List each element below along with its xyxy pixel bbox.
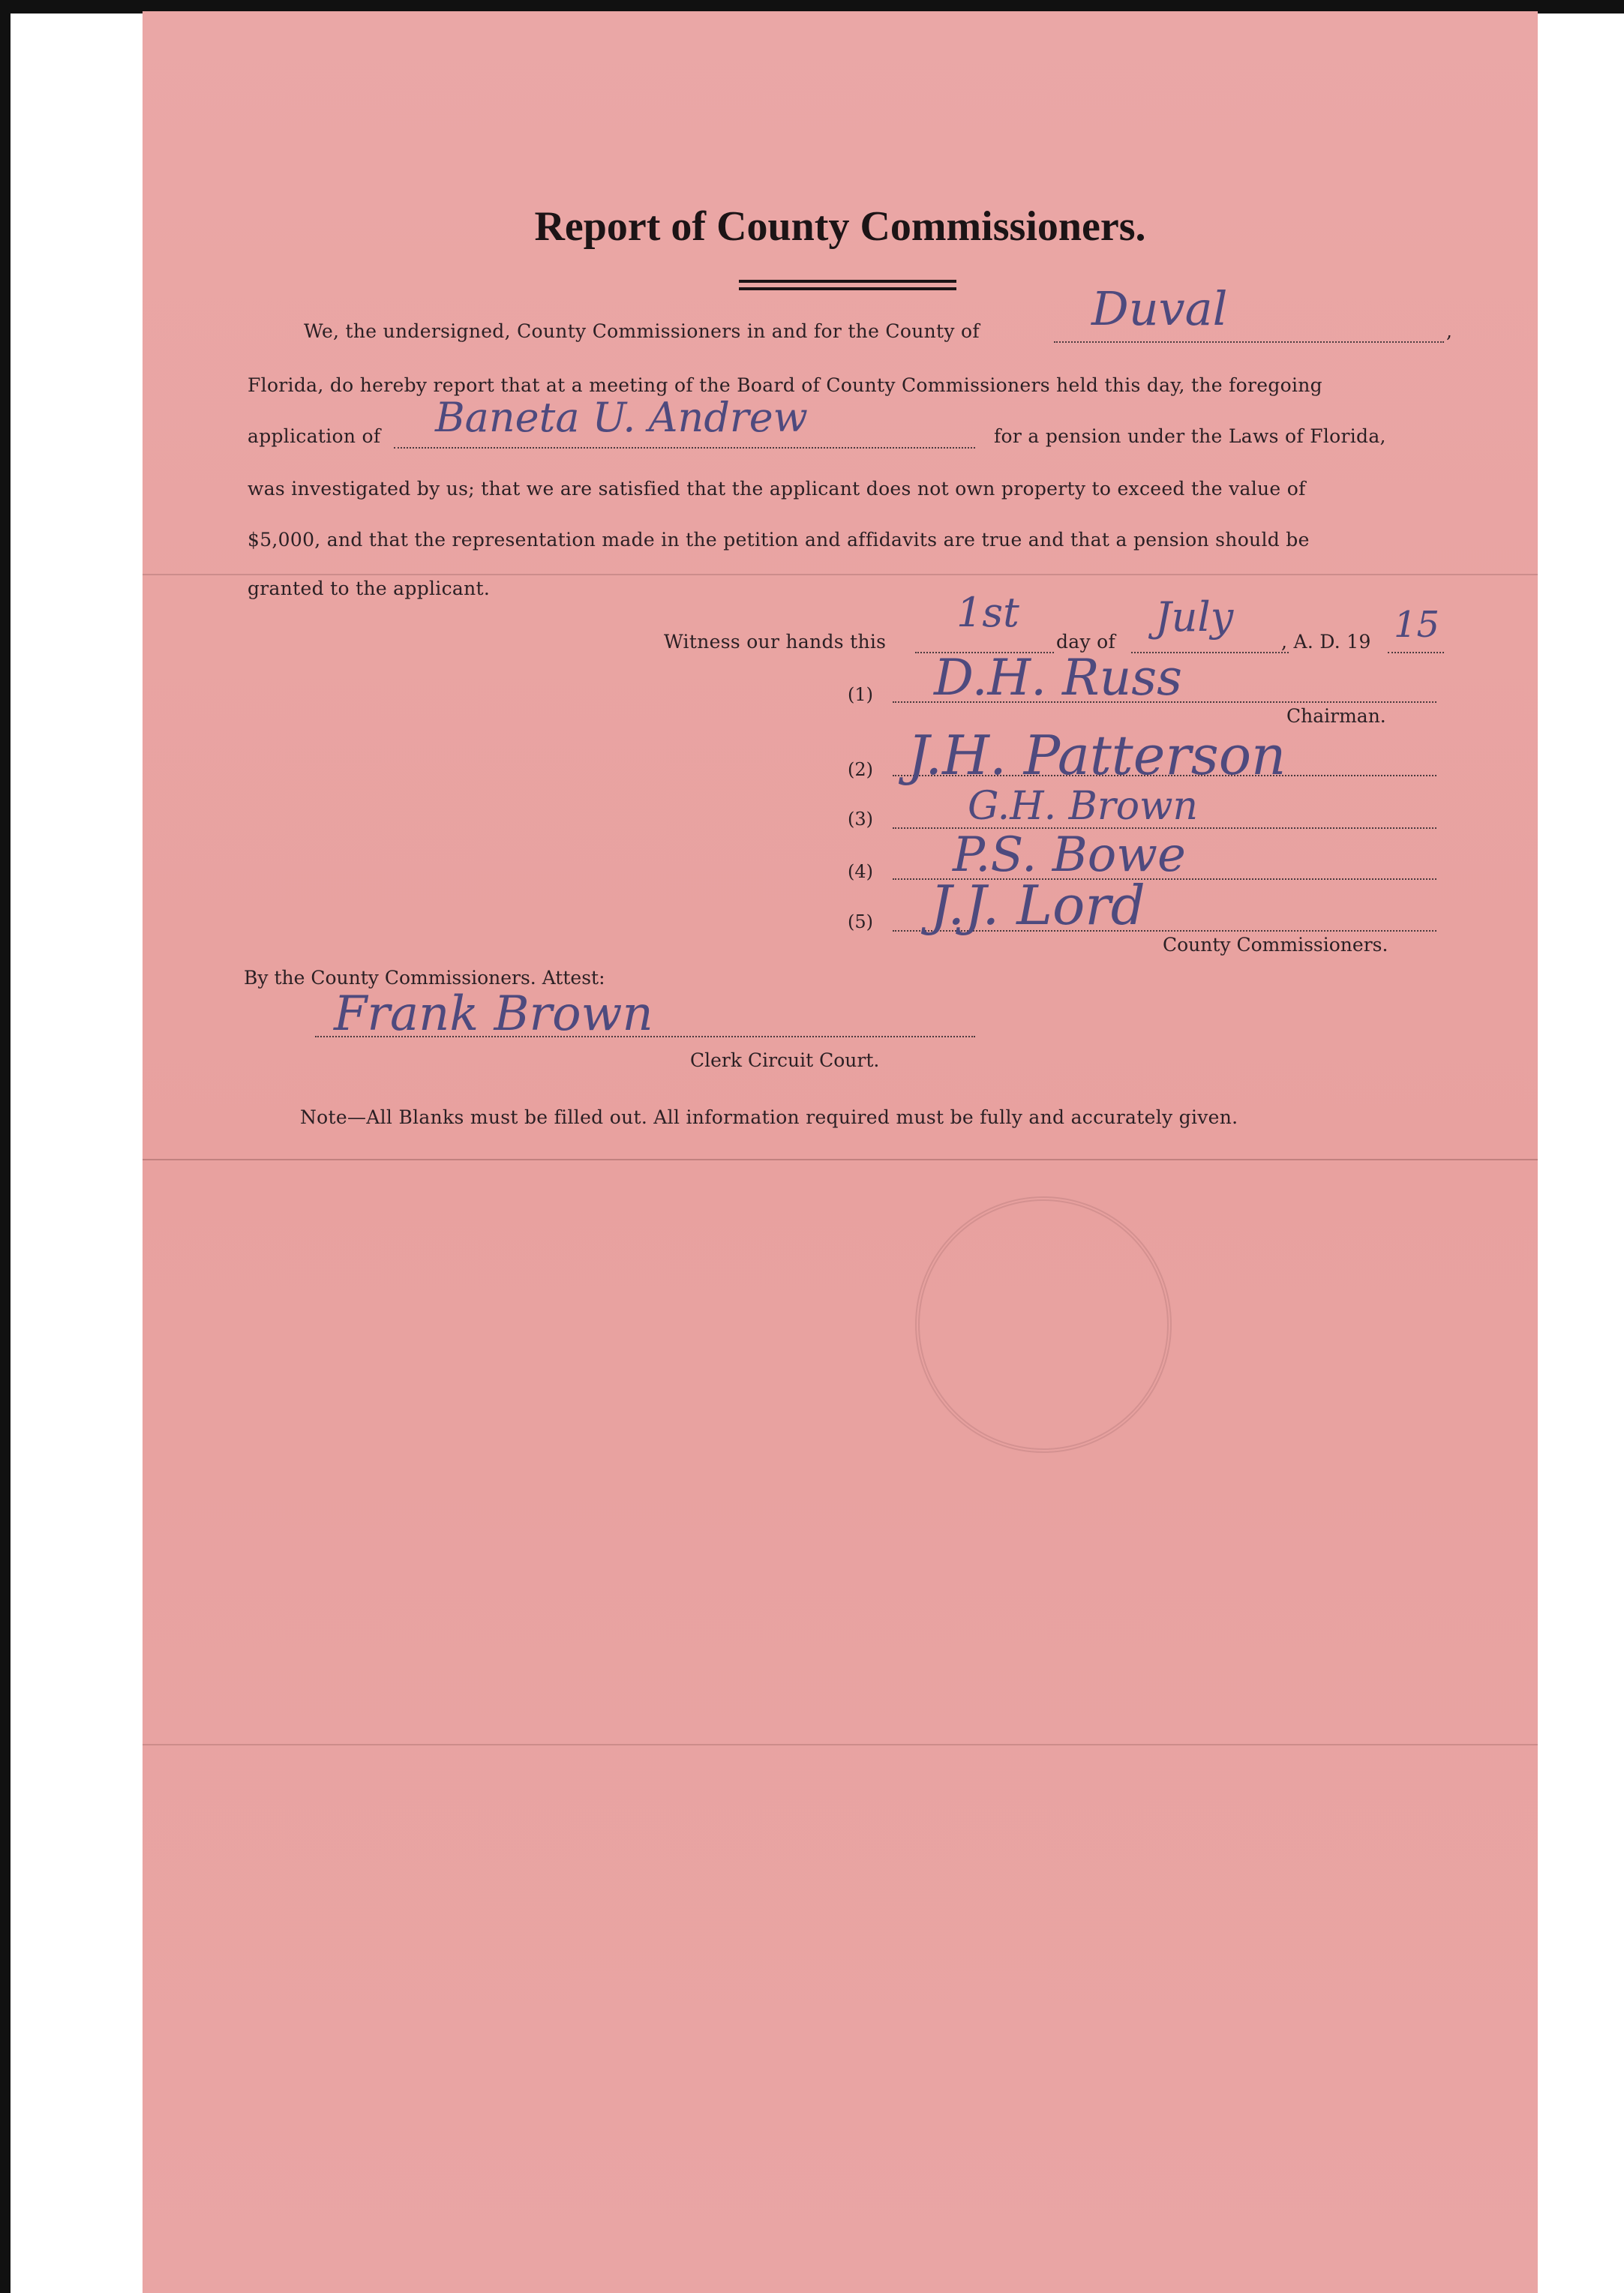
year-handwritten: 15 [1394,604,1440,646]
day-handwritten: 1st [956,589,1019,636]
applicant-handwritten: Baneta U. Andrew [435,394,808,441]
commissioners-label: County Commissioners. [1163,934,1388,956]
commissioner-5-signature: J.J. Lord [930,874,1145,937]
commissioner-3-number: (3) [848,809,873,830]
bleed-through-seal [915,1196,1172,1453]
commissioner-2-number: (2) [848,759,873,780]
clerk-label: Clerk Circuit Court. [690,1049,880,1071]
body-line-3-prefix: application of [248,425,381,447]
page-title: Report of County Commissioners. [534,203,1146,250]
clerk-signature: Frank Brown [334,986,653,1042]
commissioner-4-number: (4) [848,861,873,882]
commissioner-2-signature: J.H. Patterson [908,724,1286,787]
commissioner-3-signature: G.H. Brown [968,784,1198,829]
document-sheet [143,11,1538,2293]
fold-line [143,1744,1538,1745]
commissioner-1-number: (1) [848,684,873,705]
title-rule [739,280,956,283]
day-of-text: day of [1056,631,1116,653]
title-rule [739,287,956,290]
scan-border-left [0,0,11,2293]
body-line-5: $5,000, and that the representation made in the petition and affidavits are true and that a pension should be [248,529,1310,551]
body-line-1-suffix: , [1446,320,1453,342]
witness-text: Witness our hands this [664,631,887,653]
year-prefix: , A. D. 19 [1281,631,1371,653]
body-line-2: Florida, do hereby report that at a meeting of the Board of County Commissioners held this day, the foregoing [248,374,1322,396]
county-handwritten: Duval [1091,281,1228,336]
month-handwritten: July [1155,593,1234,641]
commissioner-4-signature: P.S. Bowe [953,827,1186,883]
chairman-label: Chairman. [1286,705,1386,727]
body-line-1: We, the undersigned, County Commissioners in and for the County of [304,320,980,342]
attest-label: By the County Commissioners. Attest: [244,967,605,989]
commissioner-1-signature: D.H. Russ [934,649,1182,707]
commissioner-5-number: (5) [848,911,873,932]
body-line-4: was investigated by us; that we are satisfied that the applicant does not own property to exceed the value of [248,478,1306,500]
body-line-3-suffix: for a pension under the Laws of Florida, [994,425,1386,447]
body-line-6: granted to the applicant. [248,578,491,599]
footer-note: Note—All Blanks must be filled out. All information required must be fully and accurately given. [300,1106,1238,1128]
fold-line [143,574,1538,575]
fold-line [143,1159,1538,1160]
